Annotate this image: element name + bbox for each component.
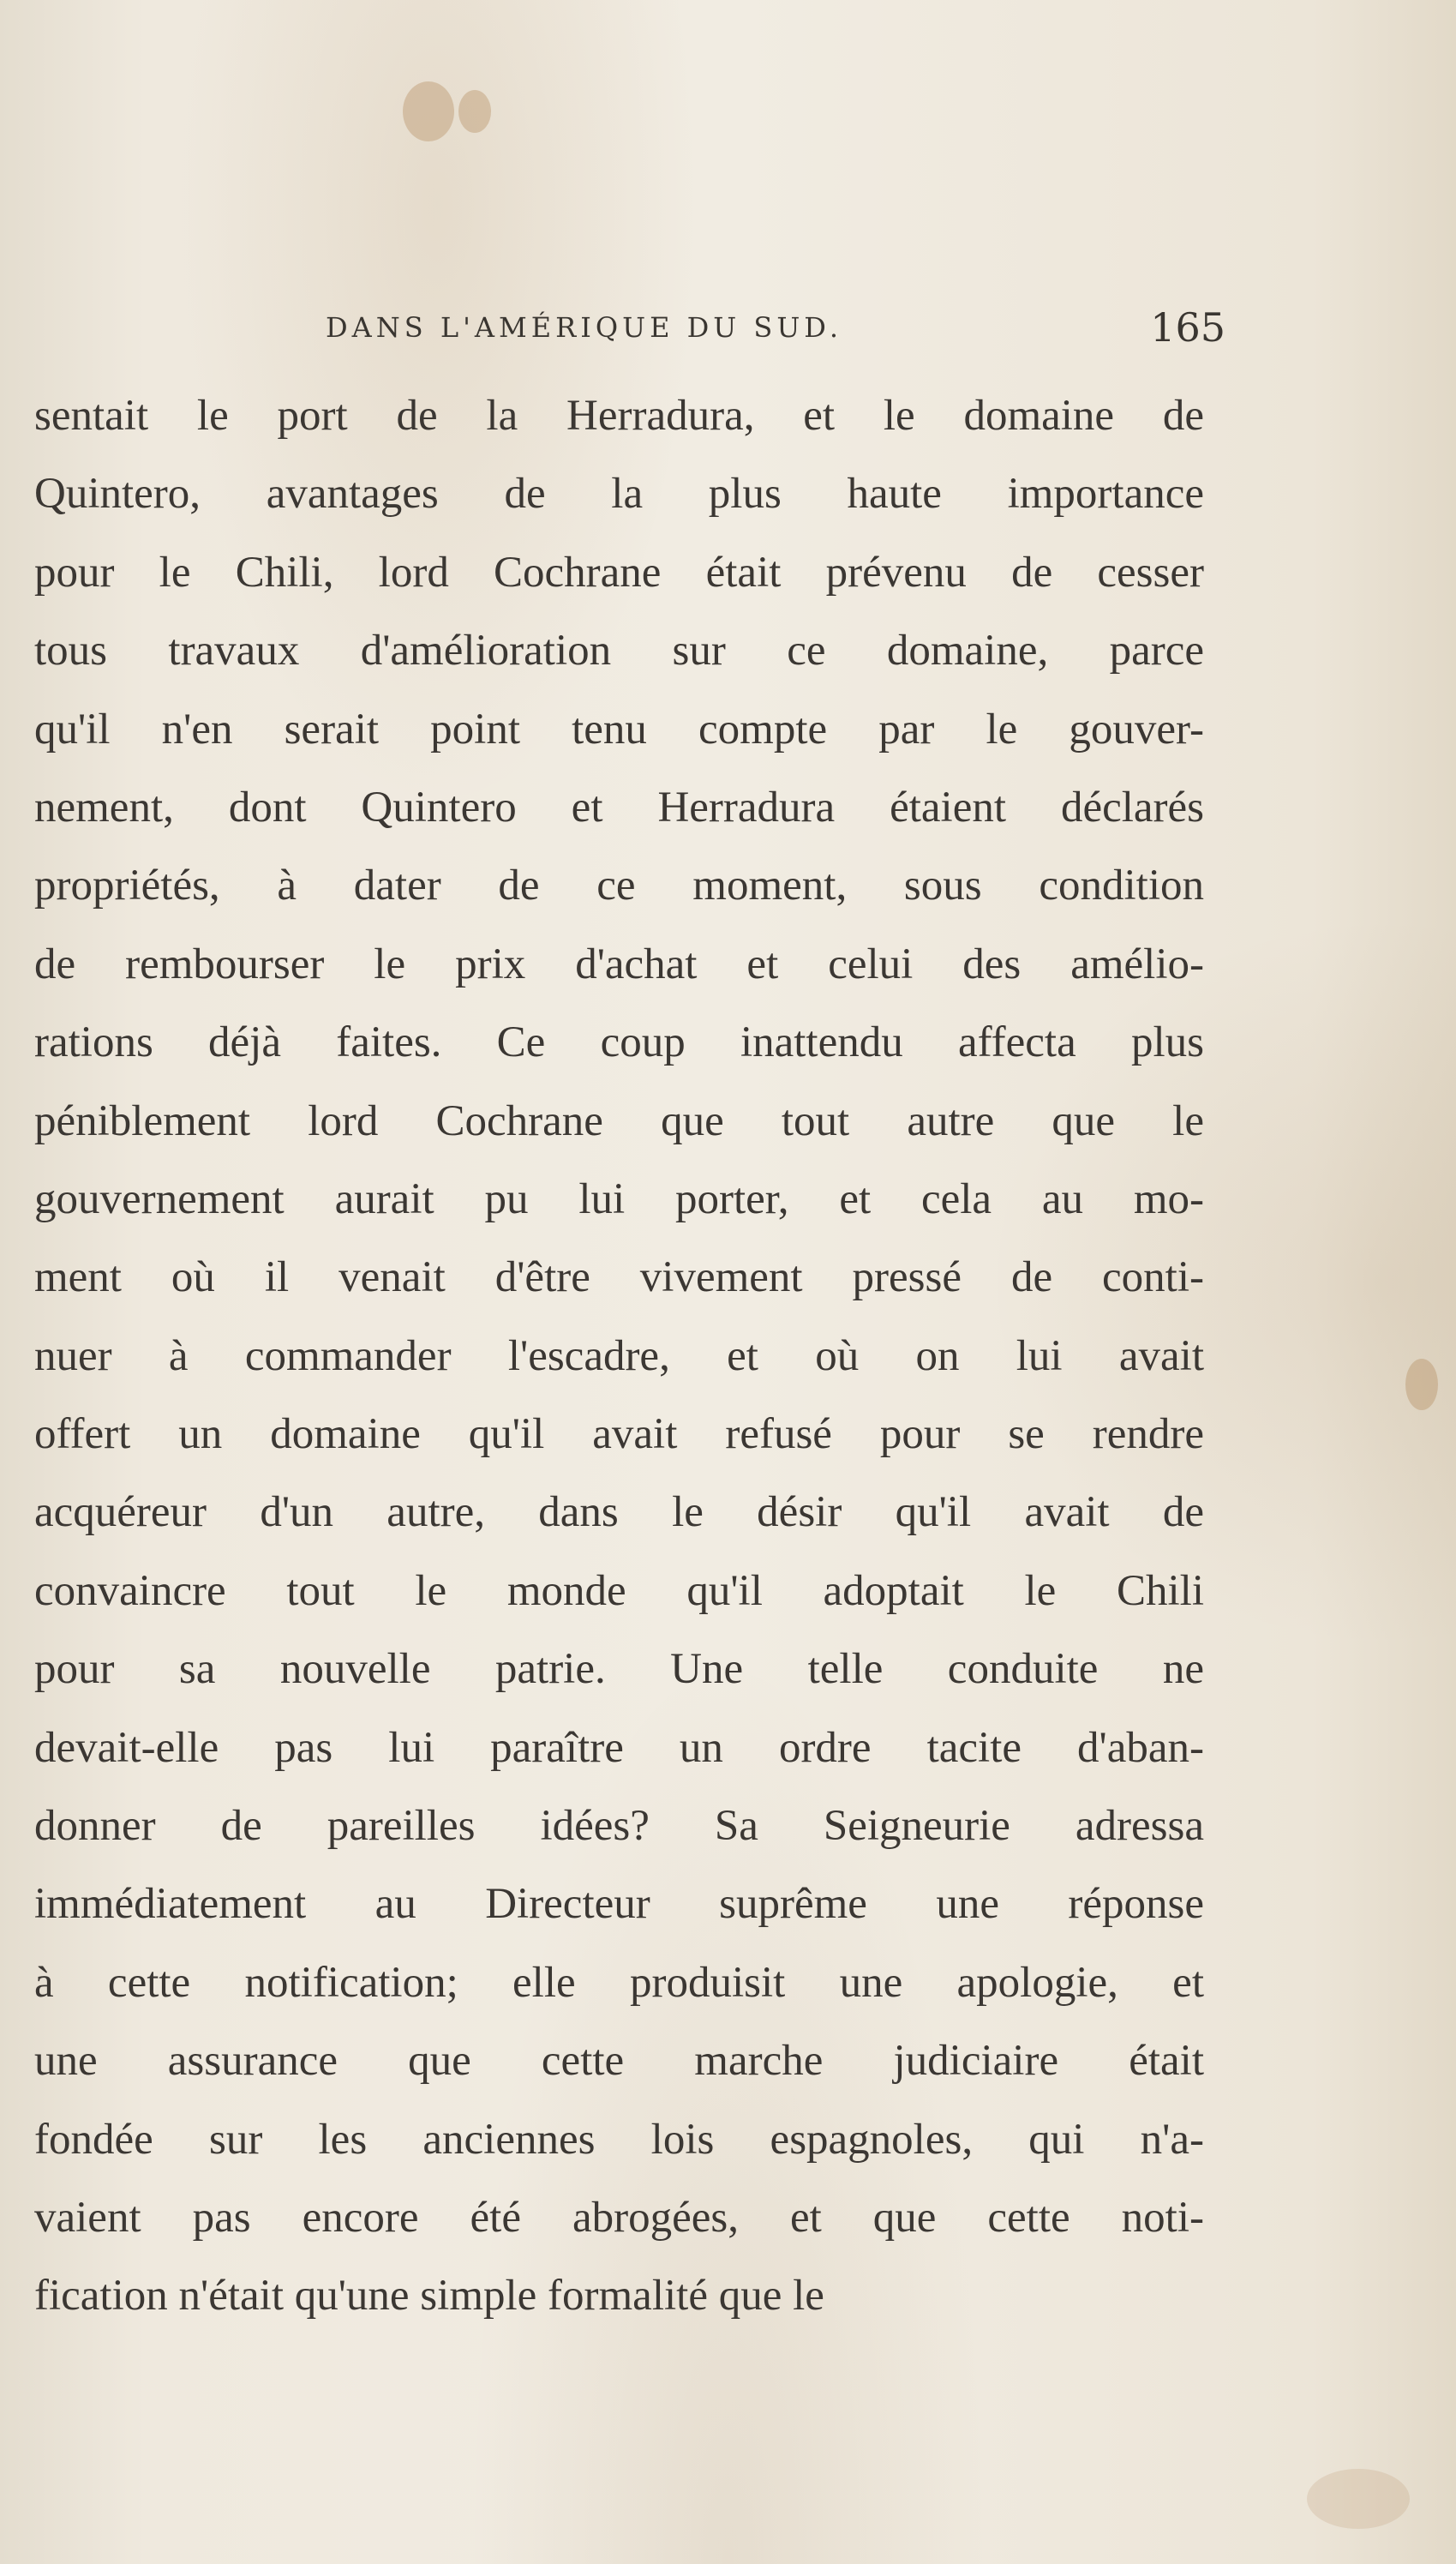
text-line: de rembourser le prix d'achat et celui des amélio- — [34, 940, 1204, 988]
text-line: sentait le port de la Herradura, et le domaine de — [34, 392, 1204, 440]
text-line: rations déjà faites. Ce coup inattendu affecta plus — [34, 1018, 1204, 1067]
text-line: donner de pareilles idées? Sa Seigneurie adressa — [34, 1802, 1204, 1851]
text-line: une assurance que cette marche judiciaire était — [34, 2037, 1204, 2086]
text-line: fication n'était qu'une simple formalité que le — [34, 2272, 824, 2321]
text-line: pour sa nouvelle patrie. Une telle conduite ne — [34, 1645, 1204, 1694]
text-line: ment où il venait d'être vivement pressé de conti- — [34, 1253, 1204, 1302]
text-line: convaincre tout le monde qu'il adoptait le Chili — [34, 1566, 1204, 1615]
foxing-stain — [1307, 2469, 1410, 2529]
text-line: nuer à commander l'escadre, et où on lui avait — [34, 1331, 1204, 1380]
page-header — [326, 304, 1225, 356]
text-line: nement, dont Quintero et Herradura étaient déclarés — [34, 783, 1204, 832]
text-line: fondée sur les anciennes lois espagnoles, qui n'a- — [34, 2115, 1204, 2164]
foxing-stain — [403, 81, 454, 141]
running-title: DANS L'AMÉRIQUE DU SUD. — [326, 311, 842, 344]
foxing-stain — [1405, 1359, 1438, 1410]
text-line: propriétés, à dater de ce moment, sous condition — [34, 862, 1204, 910]
text-line: immédiatement au Directeur suprême une réponse — [34, 1880, 1204, 1929]
text-line: vaient pas encore été abrogées, et que cette noti- — [34, 2193, 1204, 2242]
text-line: devait-elle pas lui paraître un ordre tacite d'aban- — [34, 1723, 1204, 1772]
body-text — [34, 377, 1204, 2336]
text-line: péniblement lord Cochrane que tout autre que le — [34, 1096, 1204, 1145]
text-line: à cette notification; elle produisit une apologie, et — [34, 1958, 1204, 2007]
text-line: pour le Chili, lord Cochrane était prévenu de cesser — [34, 548, 1204, 597]
text-line: Quintero, avantages de la plus haute importance — [34, 470, 1204, 519]
text-line: tous travaux d'amélioration sur ce domaine, parce — [34, 627, 1204, 676]
text-line: acquéreur d'un autre, dans le désir qu'il avait de — [34, 1488, 1204, 1537]
text-line: qu'il n'en serait point tenu compte par le gouver- — [34, 705, 1204, 754]
page-number: 165 — [1150, 304, 1225, 351]
text-line: offert un domaine qu'il avait refusé pour se rendre — [34, 1410, 1204, 1459]
text-line: gouvernement aurait pu lui porter, et cela au mo- — [34, 1174, 1204, 1223]
foxing-stain — [458, 90, 491, 133]
